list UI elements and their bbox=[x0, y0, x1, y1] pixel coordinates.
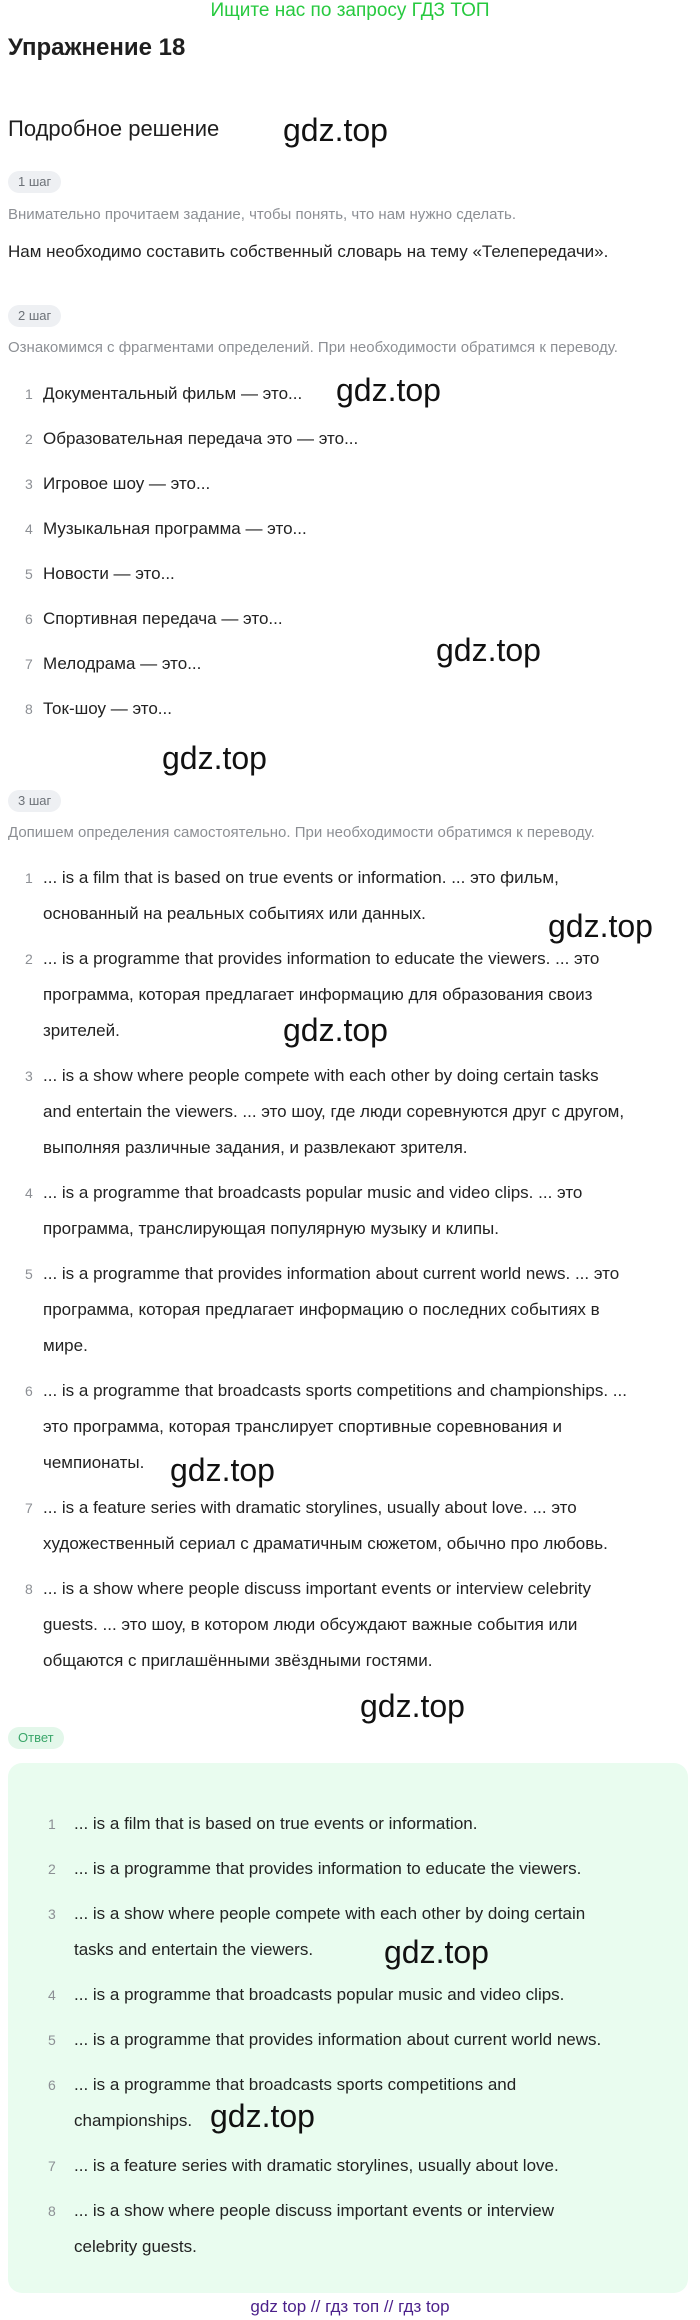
item-text-line: общаются с приглашёнными звёздными гостями. bbox=[43, 1651, 433, 1670]
item-number: 8 bbox=[25, 1581, 33, 1597]
watermark: gdz.top bbox=[384, 1934, 489, 1970]
item-number: 2 bbox=[25, 431, 33, 447]
watermark: gdz.top bbox=[283, 112, 388, 148]
item-text bbox=[43, 1490, 698, 1562]
step-badge: 2 шаг bbox=[8, 305, 61, 327]
list-item bbox=[8, 473, 698, 518]
list-item bbox=[8, 1175, 698, 1247]
item-text-line: ... is a programme that provides information to educate the viewers. bbox=[74, 1859, 582, 1878]
item-text-line: championships. bbox=[74, 2111, 193, 2130]
item-text bbox=[43, 1175, 698, 1247]
item-text bbox=[43, 1058, 698, 1166]
item-text bbox=[74, 2067, 675, 2139]
list-item bbox=[8, 1058, 698, 1166]
item-number: 1 bbox=[25, 386, 33, 402]
item-text bbox=[74, 1977, 675, 2013]
page-title: Упражнение 18 bbox=[8, 34, 186, 61]
watermark: gdz.top bbox=[283, 1012, 388, 1048]
list-item bbox=[15, 1806, 675, 1842]
list-item bbox=[8, 518, 698, 563]
item-number: 6 bbox=[25, 611, 33, 627]
item-text-line: tasks and entertain the viewers. bbox=[74, 1940, 314, 1959]
footer-links: gdz top // гдз топ // гдз top bbox=[250, 2297, 450, 2316]
item-number: 2 bbox=[25, 951, 33, 967]
item-text-line: ... is a programme that provides information about current world news. bbox=[74, 2030, 602, 2049]
section-title: Подробное решение bbox=[8, 116, 220, 141]
item-text-line: ... is a programme that provides information about current world news. ... это bbox=[43, 1264, 620, 1283]
item-number: 3 bbox=[25, 476, 33, 492]
item-text bbox=[74, 1896, 675, 1968]
item-text-line: программа, транслирующая популярную музыку и клипы. bbox=[43, 1219, 499, 1238]
step-badge: 1 шаг bbox=[8, 171, 61, 193]
step-description: Ознакомимся с фрагментами определений. При необходимости обратимся к переводу. bbox=[8, 339, 618, 356]
list-item bbox=[8, 1256, 698, 1364]
item-number: 7 bbox=[25, 656, 33, 672]
watermark: gdz.top bbox=[170, 1452, 275, 1488]
item-text-line: чемпионаты. bbox=[43, 1453, 145, 1472]
item-text-line: выполняя различные задания, и развлекают зрителя. bbox=[43, 1138, 468, 1157]
item-text bbox=[74, 2193, 675, 2265]
list-item bbox=[8, 1571, 698, 1679]
list-item bbox=[8, 608, 698, 653]
list-item bbox=[8, 1373, 698, 1481]
item-number: 1 bbox=[48, 1816, 56, 1832]
item-text-line: мире. bbox=[43, 1336, 88, 1355]
item-number: 4 bbox=[25, 521, 33, 537]
item-text: Мелодрама — это... bbox=[43, 654, 202, 673]
item-text-line: ... is a programme that broadcasts sports competitions and championships. ... bbox=[43, 1381, 627, 1400]
item-text-line: ... is a show where people discuss important events or interview bbox=[74, 2201, 555, 2220]
list-item bbox=[15, 2193, 675, 2265]
item-text-line: основанный на реальных событиях или данных. bbox=[43, 904, 426, 923]
item-text-line: and entertain the viewers. ... это шоу, где люди соревнуются друг с другом, bbox=[43, 1102, 625, 1121]
watermark: gdz.top bbox=[210, 2098, 315, 2134]
item-text-line: программа, которая предлагает информацию для образования своиз bbox=[43, 985, 593, 1004]
search-banner: Ищите нас по запросу ГДЗ ТОП bbox=[210, 0, 490, 21]
list-item bbox=[8, 1490, 698, 1562]
item-number: 4 bbox=[25, 1185, 33, 1201]
list-item bbox=[8, 653, 698, 698]
item-text: Игровое шоу — это... bbox=[43, 474, 211, 493]
item-text bbox=[43, 1256, 698, 1364]
item-text: Образовательная передача это — это... bbox=[43, 429, 359, 448]
item-text-line: программа, которая предлагает информацию о последних событиях в bbox=[43, 1300, 600, 1319]
watermark: gdz.top bbox=[548, 908, 653, 944]
item-number: 5 bbox=[48, 2032, 56, 2048]
list-item bbox=[15, 2067, 675, 2139]
item-text bbox=[43, 860, 698, 932]
answer-list bbox=[15, 1806, 675, 2274]
item-text-line: зрителей. bbox=[43, 1021, 120, 1040]
item-text-line: ... is a programme that broadcasts popular music and video clips. bbox=[74, 1985, 565, 2004]
list-item bbox=[8, 383, 698, 428]
item-text bbox=[74, 2148, 675, 2184]
item-text bbox=[43, 1571, 698, 1679]
item-number: 6 bbox=[48, 2077, 56, 2093]
step-badge: 3 шаг bbox=[8, 790, 61, 812]
list-item bbox=[8, 941, 698, 1049]
step-text: Нам необходимо составить собственный словарь на тему «Телепередачи». bbox=[8, 242, 609, 261]
item-text-line: ... is a show where people compete with each other by doing certain tasks bbox=[43, 1066, 599, 1085]
item-text-line: ... is a show where people compete with each other by doing certain bbox=[74, 1904, 586, 1923]
watermark: gdz.top bbox=[360, 1688, 465, 1724]
item-text bbox=[74, 2022, 675, 2058]
item-number: 4 bbox=[48, 1987, 56, 2003]
list-item bbox=[15, 1896, 675, 1968]
item-text: Спортивная передача — это... bbox=[43, 609, 283, 628]
item-number: 2 bbox=[48, 1861, 56, 1877]
list-item bbox=[15, 1851, 675, 1887]
list-item bbox=[8, 698, 698, 743]
item-text bbox=[74, 1806, 675, 1842]
definition-list bbox=[8, 383, 698, 743]
item-text-line: ... is a programme that provides information to educate the viewers. ... это bbox=[43, 949, 600, 968]
list-item bbox=[15, 1977, 675, 2013]
list-item bbox=[15, 2022, 675, 2058]
item-text: Новости — это... bbox=[43, 564, 175, 583]
item-text-line: ... is a feature series with dramatic storylines, usually about love. ... это bbox=[43, 1498, 577, 1517]
item-number: 7 bbox=[25, 1500, 33, 1516]
item-text: Ток-шоу — это... bbox=[43, 699, 172, 718]
list-item bbox=[8, 428, 698, 473]
watermark: gdz.top bbox=[336, 372, 441, 408]
item-number: 6 bbox=[25, 1383, 33, 1399]
item-number: 1 bbox=[25, 870, 33, 886]
list-item bbox=[15, 2148, 675, 2184]
item-text-line: guests. ... это шоу, в котором люди обсуждают важные события или bbox=[43, 1615, 578, 1634]
item-number: 5 bbox=[25, 1266, 33, 1282]
item-text: Музыкальная программа — это... bbox=[43, 519, 307, 538]
list-item bbox=[8, 563, 698, 608]
item-text-line: ... is a film that is based on true events or information. ... это фильм, bbox=[43, 868, 559, 887]
item-number: 5 bbox=[25, 566, 33, 582]
item-text bbox=[74, 1851, 675, 1887]
item-number: 3 bbox=[48, 1906, 56, 1922]
item-text-line: это программа, которая транслирует спортивные соревнования и bbox=[43, 1417, 563, 1436]
item-number: 3 bbox=[25, 1068, 33, 1084]
item-number: 8 bbox=[25, 701, 33, 717]
step-description: Допишем определения самостоятельно. При необходимости обратимся к переводу. bbox=[8, 824, 595, 841]
item-text-line: ... is a show where people discuss important events or interview celebrity bbox=[43, 1579, 592, 1598]
definition-solution-list bbox=[8, 860, 698, 1688]
list-item bbox=[8, 860, 698, 932]
item-text-line: художественный сериал с драматичным сюжетом, обычно про любовь. bbox=[43, 1534, 608, 1553]
item-text-line: ... is a programme that broadcasts popular music and video clips. ... это bbox=[43, 1183, 583, 1202]
item-text: Документальный фильм — это... bbox=[43, 384, 303, 403]
item-text-line: ... is a programme that broadcasts sports competitions and bbox=[74, 2075, 517, 2094]
item-text-line: ... is a film that is based on true events or information. bbox=[74, 1814, 478, 1833]
item-text-line: celebrity guests. bbox=[74, 2237, 197, 2256]
item-number: 8 bbox=[48, 2203, 56, 2219]
answer-badge: Ответ bbox=[8, 1727, 64, 1749]
item-number: 7 bbox=[48, 2158, 56, 2174]
step-description: Внимательно прочитаем задание, чтобы понять, что нам нужно сделать. bbox=[8, 206, 517, 223]
watermark: gdz.top bbox=[436, 632, 541, 668]
watermark: gdz.top bbox=[162, 740, 267, 776]
item-text bbox=[43, 941, 698, 1049]
item-text-line: ... is a feature series with dramatic storylines, usually about love. bbox=[74, 2156, 559, 2175]
item-text bbox=[43, 1373, 698, 1481]
